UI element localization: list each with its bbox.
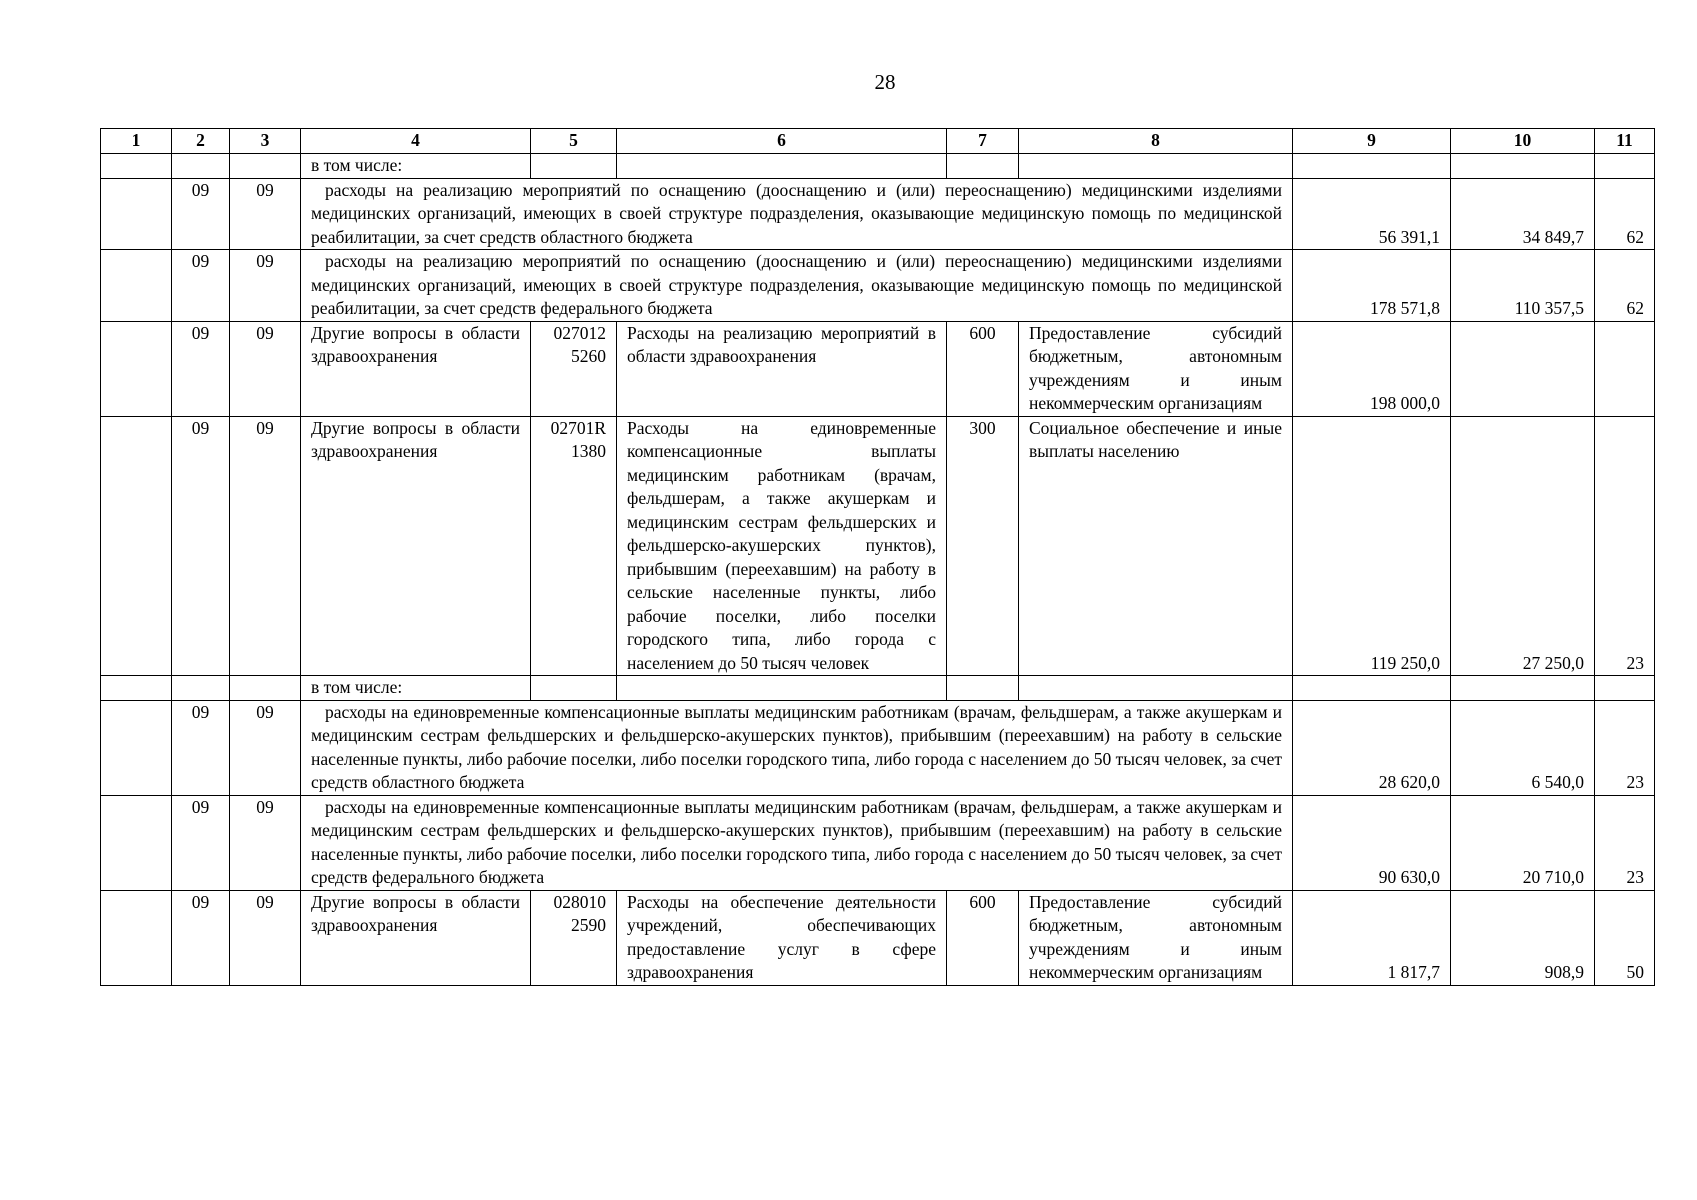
section-name: Другие вопросы в области здравоохранения [301, 890, 531, 985]
column-header: 11 [1595, 129, 1655, 154]
expense-type-name: Социальное обеспечение и иные выплаты населению [1019, 416, 1293, 676]
target-article-code [531, 890, 617, 985]
table-row [101, 700, 1655, 795]
value-col11: 50 [1595, 890, 1655, 985]
target-article-code [531, 321, 617, 416]
expense-name: Расходы на обеспечение деятельности учреждений, обеспечивающих предоставление услуг в сфере здравоохранения [617, 890, 947, 985]
value-col11: 62 [1595, 250, 1655, 322]
column-header: 10 [1451, 129, 1595, 154]
subsection-code: 09 [230, 700, 301, 795]
in-that-number-label: в том числе: [301, 676, 531, 701]
amount-col9: 90 630,0 [1293, 795, 1451, 890]
target-article-code-part2: 2590 [571, 915, 606, 935]
value-col11: 23 [1595, 416, 1655, 676]
subsection-code: 09 [230, 178, 301, 250]
column-header: 6 [617, 129, 947, 154]
target-article-code-part1: 028010 [553, 891, 606, 912]
amount-col10: 6 540,0 [1451, 700, 1595, 795]
subtotal-label-row [101, 676, 1655, 701]
table-row [101, 416, 1655, 676]
expense-description: расходы на реализацию мероприятий по оснащению (дооснащению и (или) переоснащению) медицинскими изделиями медицинских организаций, имеющих в своей структуре подразделения, оказывающие медицинскую помощь по медицинской реабилитации, за счет средств областного бюджета [301, 178, 1293, 250]
target-article-code-part1: 02701R [550, 417, 606, 438]
section-code: 09 [172, 178, 230, 250]
amount-col9: 1 817,7 [1293, 890, 1451, 985]
amount-col9: 56 391,1 [1293, 178, 1451, 250]
expense-type-code: 600 [947, 321, 1019, 416]
budget-table [100, 128, 1655, 986]
subsection-code: 09 [230, 795, 301, 890]
subsection-code: 09 [230, 416, 301, 676]
target-article-code-part2: 1380 [571, 441, 606, 461]
expense-type-name: Предоставление субсидий бюджетным, автономным учреждениям и иным некоммерческим организациям [1019, 321, 1293, 416]
expense-description: расходы на реализацию мероприятий по оснащению (дооснащению и (или) переоснащению) медицинскими изделиями медицинских организаций, имеющих в своей структуре подразделения, оказывающие медицинскую помощь по медицинской реабилитации, за счет средств федерального бюджета [301, 250, 1293, 322]
column-header: 8 [1019, 129, 1293, 154]
amount-col10: 110 357,5 [1451, 250, 1595, 322]
subsection-code: 09 [230, 250, 301, 322]
section-code: 09 [172, 416, 230, 676]
column-header: 7 [947, 129, 1019, 154]
column-header: 2 [172, 129, 230, 154]
table-row [101, 250, 1655, 322]
value-col11: 23 [1595, 795, 1655, 890]
amount-col9: 178 571,8 [1293, 250, 1451, 322]
section-name: Другие вопросы в области здравоохранения [301, 321, 531, 416]
in-that-number-label: в том числе: [301, 154, 531, 179]
expense-name: Расходы на единовременные компенсационные выплаты медицинским работникам (врачам, фельдшерам, а также акушеркам и медицинским сестрам фельдшерских и фельдшерско-акушерских пунктов), прибывшим (переехавшим) на работу в сельские населенные пункты, либо рабочие поселки, либо поселки городского типа, либо города с населением до 50 тысяч человек [617, 416, 947, 676]
column-header: 5 [531, 129, 617, 154]
expense-type-code: 300 [947, 416, 1019, 676]
section-code: 09 [172, 321, 230, 416]
amount-col10: 27 250,0 [1451, 416, 1595, 676]
section-code: 09 [172, 890, 230, 985]
column-header: 9 [1293, 129, 1451, 154]
value-col11: 62 [1595, 178, 1655, 250]
subsection-code: 09 [230, 890, 301, 985]
value-col11 [1595, 321, 1655, 416]
table-row [101, 795, 1655, 890]
section-code: 09 [172, 795, 230, 890]
amount-col10 [1451, 321, 1595, 416]
column-header: 3 [230, 129, 301, 154]
column-header: 4 [301, 129, 531, 154]
table-row [101, 890, 1655, 985]
expense-type-name: Предоставление субсидий бюджетным, автономным учреждениям и иным некоммерческим организациям [1019, 890, 1293, 985]
column-number-row [101, 129, 1655, 154]
expense-description: расходы на единовременные компенсационные выплаты медицинским работникам (врачам, фельдшерам, а также акушеркам и медицинским сестрам фельдшерских и фельдшерско-акушерских пунктов), прибывшим (переехавшим) на работу в сельские населенные пункты, либо рабочие поселки, либо поселки городского типа, либо города с населением до 50 тысяч человек, за счет средств областного бюджета [301, 700, 1293, 795]
expense-name: Расходы на реализацию мероприятий в области здравоохранения [617, 321, 947, 416]
value-col11: 23 [1595, 700, 1655, 795]
section-name: Другие вопросы в области здравоохранения [301, 416, 531, 676]
section-code: 09 [172, 250, 230, 322]
section-code: 09 [172, 700, 230, 795]
amount-col10: 908,9 [1451, 890, 1595, 985]
subtotal-label-row [101, 154, 1655, 179]
subsection-code: 09 [230, 321, 301, 416]
column-header: 1 [101, 129, 172, 154]
amount-col9: 119 250,0 [1293, 416, 1451, 676]
amount-col9: 198 000,0 [1293, 321, 1451, 416]
table-row [101, 178, 1655, 250]
expense-type-code: 600 [947, 890, 1019, 985]
table-row [101, 321, 1655, 416]
amount-col9: 28 620,0 [1293, 700, 1451, 795]
amount-col10: 34 849,7 [1451, 178, 1595, 250]
amount-col10: 20 710,0 [1451, 795, 1595, 890]
target-article-code-part1: 027012 [553, 322, 606, 343]
page-number: 28 [874, 70, 896, 94]
target-article-code-part2: 5260 [571, 346, 606, 366]
target-article-code [531, 416, 617, 676]
expense-description: расходы на единовременные компенсационные выплаты медицинским работникам (врачам, фельдшерам, а также акушеркам и медицинским сестрам фельдшерских и фельдшерско-акушерских пунктов), прибывшим (переехавшим) на работу в сельские населенные пункты, либо рабочие поселки, либо поселки городского типа, либо города с населением до 50 тысяч человек, за счет средств федерального бюджета [301, 795, 1293, 890]
